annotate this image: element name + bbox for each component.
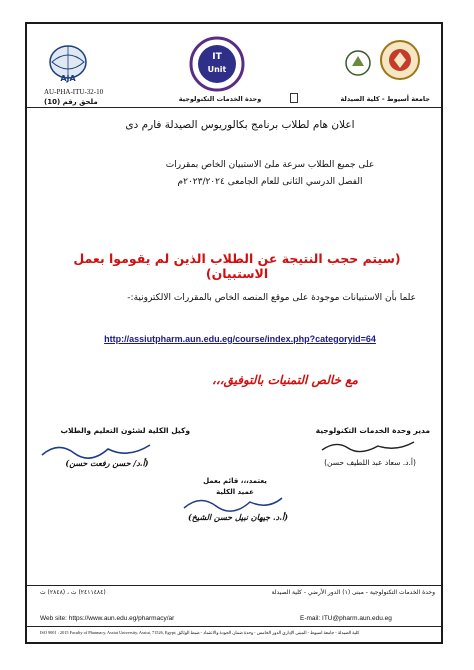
footer-website[interactable]: Web site: https://www.aun.edu.eg/pharmacy/ar bbox=[40, 615, 175, 622]
left-signatory-name: (أ.د/ حسن رفعت حسن) bbox=[65, 458, 149, 468]
it-unit-logo bbox=[185, 36, 249, 92]
aja-logo bbox=[38, 42, 98, 84]
right-signatory-name: (أ.د. سعاد عبد اللطيف حسن) bbox=[324, 458, 416, 467]
footer-divider-bottom bbox=[27, 626, 441, 627]
right-signatory-title: مدير وحدة الخدمات التكنولوجية bbox=[315, 426, 430, 435]
wishes-text: مع خالص التمنيات بالتوفيق،،، bbox=[212, 373, 358, 387]
it-logo-text-bottom: Unit bbox=[207, 65, 227, 74]
footer-address: وحدة الخدمات التكنولوجية - مبنى (١) الدور الأرضي - كلية الصيدلة bbox=[271, 589, 435, 596]
left-signatory-title: وكيل الكلية لشئون التعليم والطلاب bbox=[60, 426, 190, 435]
faculty-name: جامعة أسيوط - كلية الصيدلة bbox=[340, 95, 430, 103]
dean-label: عميد الكلية bbox=[216, 488, 254, 496]
header-divider bbox=[27, 107, 441, 108]
announcement-title: اعلان هام لطلاب برنامج بكالوريوس الصيدلة فارم دى bbox=[125, 119, 355, 131]
university-logo bbox=[343, 48, 373, 78]
survey-note: علما بأن الاستبيانات موجودة على موقع المنصه الخاص بالمقررات الالكترونية:- bbox=[127, 293, 416, 303]
it-logo-text-top: IT bbox=[212, 52, 222, 62]
body-line-1: على جميع الطلاب سرعة ملئ الاستبيان الخاص بمقررات bbox=[165, 160, 375, 170]
right-signature-mark bbox=[318, 436, 418, 456]
unit-name: وحدة الخدمات التكنولوجية bbox=[178, 95, 262, 103]
dean-name: (أ.د. جيهان نبيل حسن الشيخ) bbox=[187, 512, 289, 522]
course-link[interactable]: http://assiutpharm.aun.edu.eg/course/index.php?categoryid=64 bbox=[104, 334, 376, 344]
page-frame bbox=[25, 22, 443, 644]
approval-label: يعتمد،،، قائم بعمل bbox=[203, 477, 267, 485]
header-marker-icon bbox=[290, 93, 298, 103]
footer-iso: ISO 9001 : 2015 Faculty of Pharmacy, Assiut University, Assiut, 71526, Egypt; كلية الصيدلة - جامعة أسيوط - المبنى الإداري الدور الخامس - وحدة ضمان الجودة والاعتماد - ضبط الوثائق bbox=[40, 630, 360, 635]
body-line-2: الفصل الدرسي الثانى للعام الجامعى ٢٠٢٣/٢٠٢٤م bbox=[177, 177, 363, 187]
footer-email[interactable]: E-mail: ITU@pharm.aun.edu.eg bbox=[300, 615, 392, 622]
faculty-logo bbox=[378, 36, 422, 88]
aja-logo-text: AJA bbox=[60, 74, 76, 83]
annex-number: ملحق رقم (10) bbox=[44, 98, 98, 106]
warning-text: (سيتم حجب النتيجة عن الطلاب الذين لم يقوموا بعمل الاستبيان) bbox=[73, 251, 401, 281]
footer-divider-top bbox=[27, 585, 441, 586]
dean-signature-mark bbox=[178, 492, 288, 514]
doc-code: AU-PHA-ITU-32-10 bbox=[44, 88, 104, 96]
footer-phone: (٢٤١١٤٨٤) ت ، (٢٨٤٨) ت bbox=[40, 589, 106, 596]
